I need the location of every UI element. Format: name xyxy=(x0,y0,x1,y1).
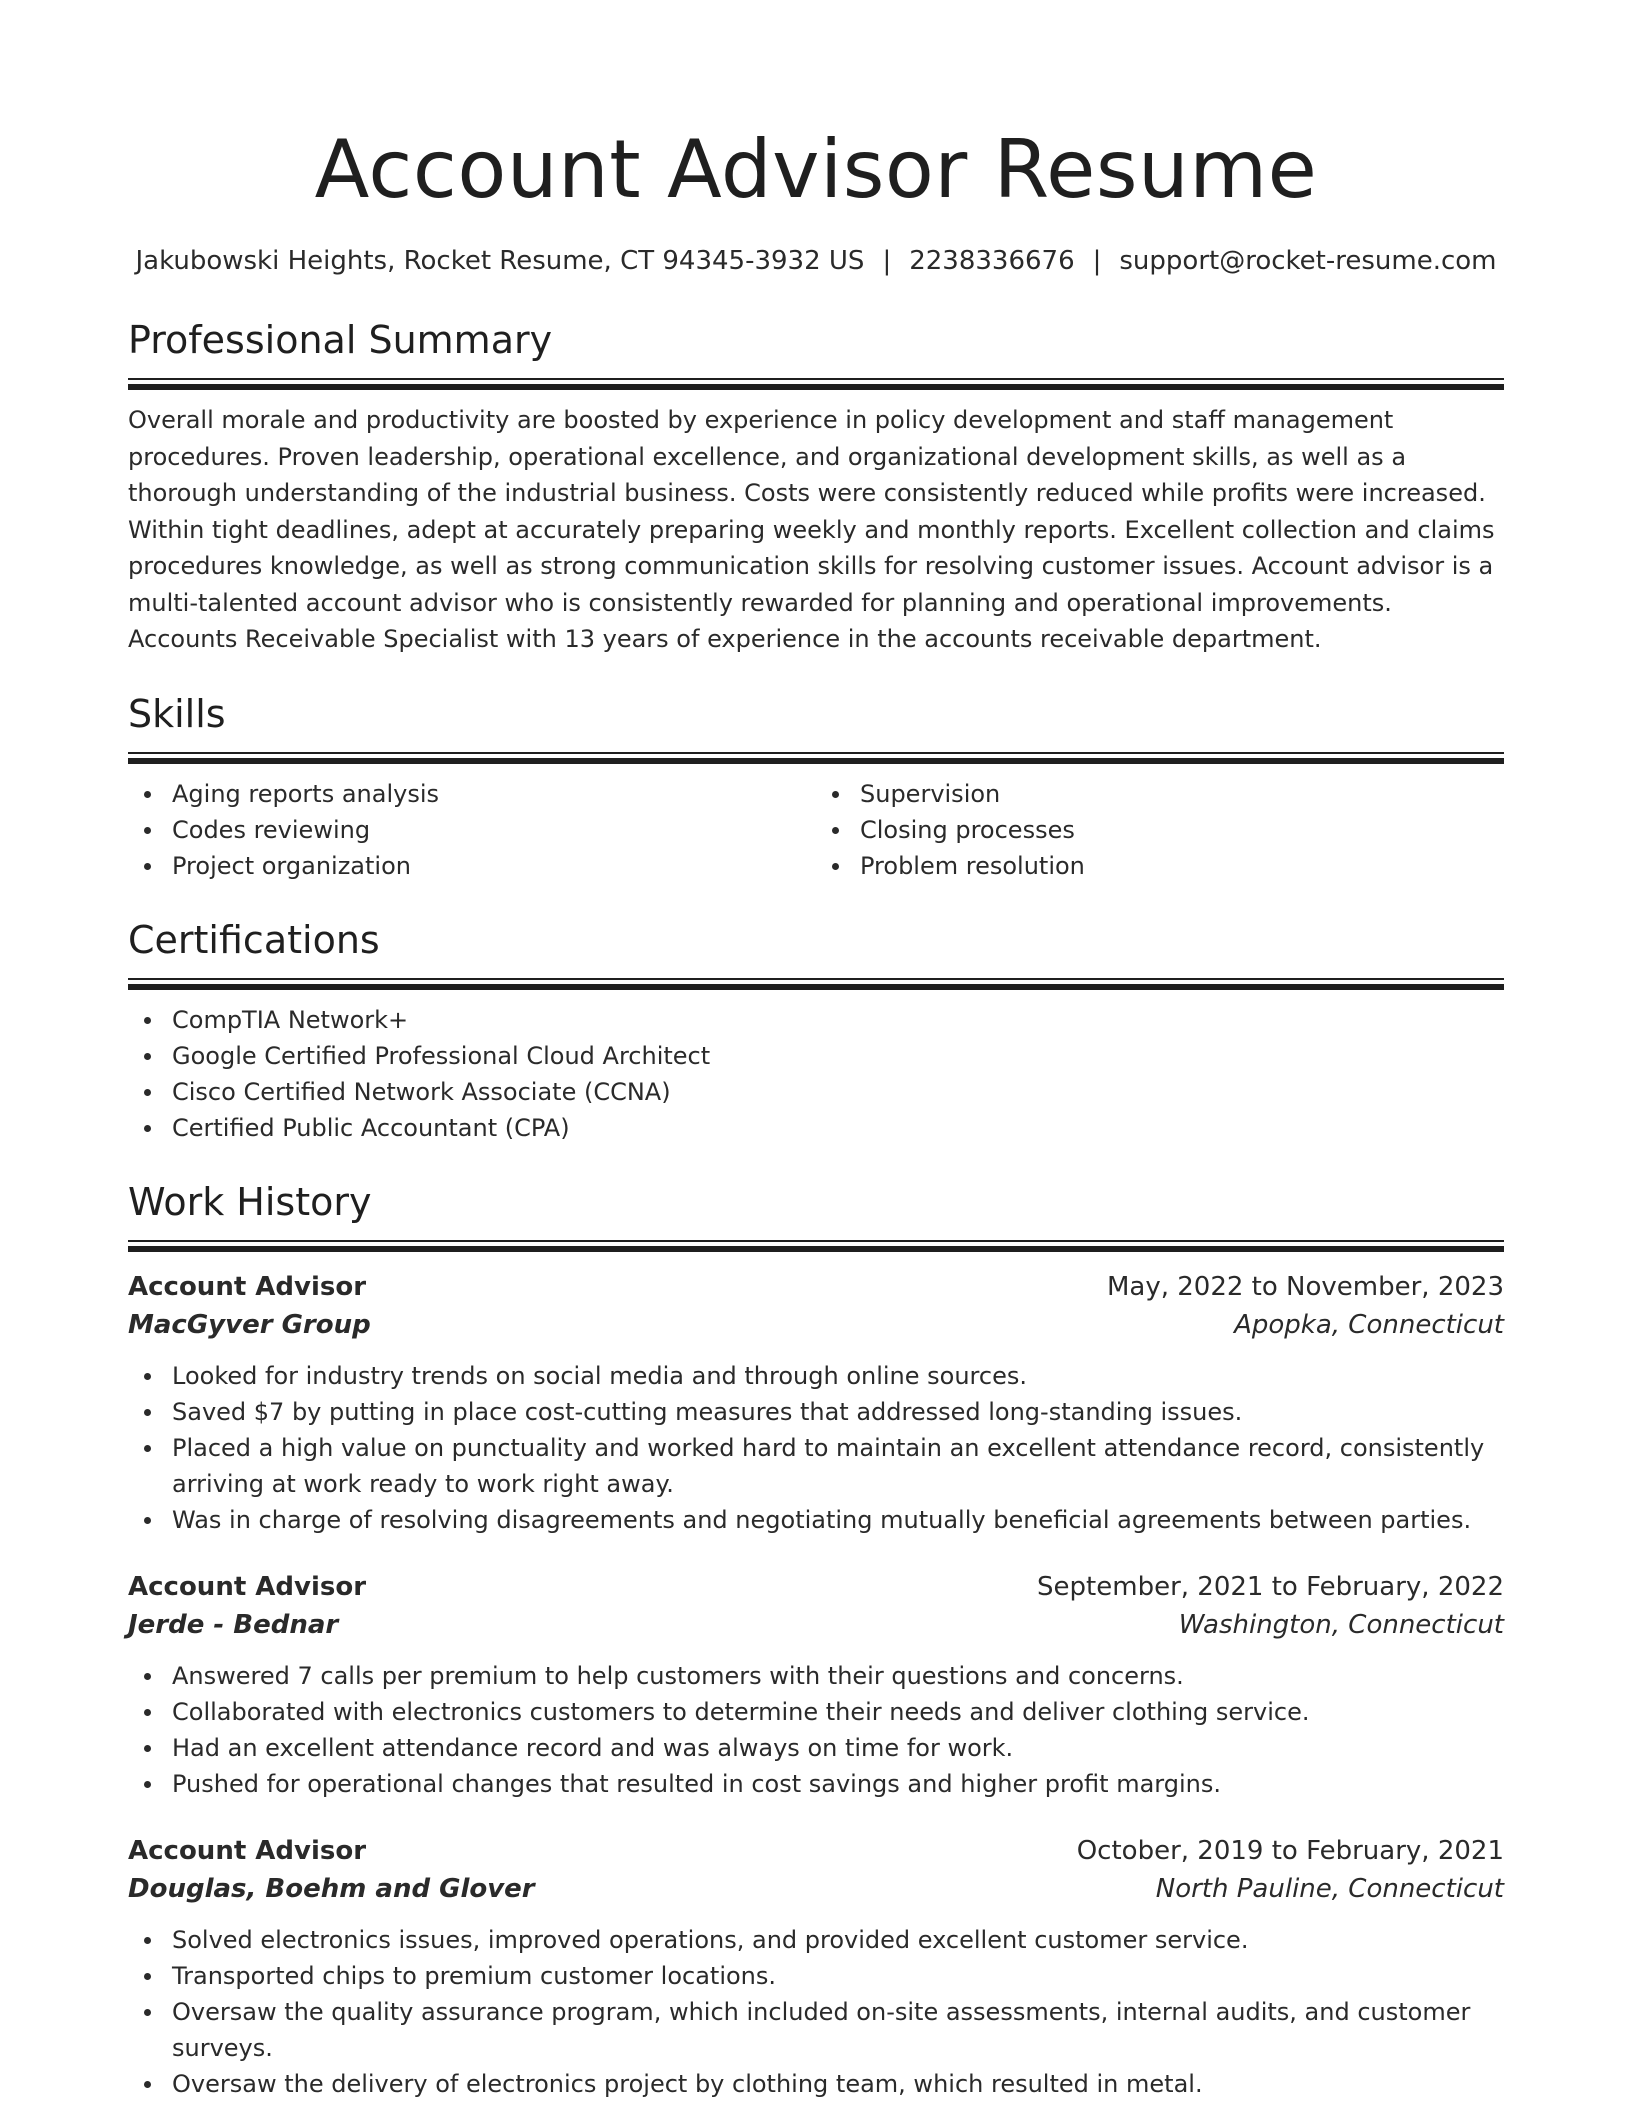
job-entry xyxy=(128,1568,1504,1802)
list-item: Certified Public Accountant (CPA) xyxy=(128,1110,1504,1146)
job-subheader xyxy=(128,1606,1504,1644)
job-company: Jerde - Bednar xyxy=(128,1609,339,1640)
section-divider xyxy=(128,1240,1504,1250)
job-entry xyxy=(128,1832,1504,2102)
skills-section xyxy=(128,690,1504,884)
section-heading-summary: Professional Summary xyxy=(128,318,553,362)
job-location: Washington, Connecticut xyxy=(1178,1609,1504,1640)
job-role: Account Advisor xyxy=(128,1835,367,1866)
list-item: Answered 7 calls per premium to help customers with their questions and concerns. xyxy=(128,1658,1504,1694)
list-item: Pushed for operational changes that resulted in cost savings and higher profit margins. xyxy=(128,1766,1504,1802)
job-company: MacGyver Group xyxy=(128,1309,371,1340)
list-item: Looked for industry trends on social media and through online sources. xyxy=(128,1358,1504,1394)
job-dates: October, 2019 to February, 2021 xyxy=(1076,1835,1504,1866)
job-entry xyxy=(128,1268,1504,1538)
work-history-section xyxy=(128,1178,1504,2102)
section-divider xyxy=(128,978,1504,988)
list-item: Cisco Certified Network Associate (CCNA) xyxy=(128,1074,1504,1110)
separator: | xyxy=(882,246,892,276)
list-item: Collaborated with electronics customers to determine their needs and deliver clothing service. xyxy=(128,1694,1504,1730)
job-subheader xyxy=(128,1870,1504,1908)
skills-list-left xyxy=(128,776,816,884)
certifications-section xyxy=(128,916,1504,1146)
job-role: Account Advisor xyxy=(128,1271,367,1302)
resume-title: Account Advisor Resume xyxy=(314,123,1318,216)
job-role: Account Advisor xyxy=(128,1571,367,1602)
job-dates: May, 2022 to November, 2023 xyxy=(1106,1271,1504,1302)
skills-grid xyxy=(128,776,1504,884)
list-item: Codes reviewing xyxy=(128,812,816,848)
job-bullets xyxy=(128,1658,1504,1802)
list-item: Aging reports analysis xyxy=(128,776,816,812)
section-heading-certifications: Certifications xyxy=(128,917,380,962)
list-item: Supervision xyxy=(816,776,1504,812)
section-divider xyxy=(128,378,1504,388)
list-item: Saved $7 by putting in place cost-cutting measures that addressed long-standing issues. xyxy=(128,1394,1504,1430)
job-location: Apopka, Connecticut xyxy=(1234,1309,1504,1340)
job-bullets xyxy=(128,1922,1504,2102)
job-location: North Pauline, Connecticut xyxy=(1155,1873,1504,1904)
section-divider xyxy=(128,752,1504,762)
list-item: CompTIA Network+ xyxy=(128,1002,1504,1038)
list-item: Problem resolution xyxy=(816,848,1504,884)
list-item: Was in charge of resolving disagreements and negotiating mutually beneficial agreements between parties. xyxy=(128,1502,1504,1538)
contact-address: Jakubowski Heights, Rocket Resume, CT 94345-3932 US xyxy=(135,246,865,276)
section-heading-work-history: Work History xyxy=(128,1179,372,1224)
summary-text: Overall morale and productivity are boosted by experience in policy development and staff management procedures. Proven leadership, operational excellence, and organizational development skills, as well as a thorough understanding of the industrial business. Costs were consistently reduced while profits were increased. Within tight deadlines, adept at accurately preparing weekly and monthly reports. Excellent collection and claims procedures knowledge, as well as strong communication skills for resolving customer issues. Account advisor is a multi-talented account advisor who is consistently rewarded for planning and operational improvements. Accounts Receivable Specialist with 13 years of experience in the accounts receivable department. xyxy=(128,406,1495,653)
section-heading-skills: Skills xyxy=(128,691,226,736)
contact-phone: 2238336676 xyxy=(909,246,1075,276)
list-item: Placed a high value on punctuality and worked hard to maintain an excellent attendance record, consistently arriving at work ready to work right away. xyxy=(128,1430,1504,1502)
job-dates: September, 2021 to February, 2022 xyxy=(1037,1571,1504,1602)
list-item: Oversaw the quality assurance program, which included on-site assessments, internal audits, and customer surveys. xyxy=(128,1994,1504,2066)
contact-email: support@rocket-resume.com xyxy=(1119,246,1497,276)
list-item: Google Certified Professional Cloud Architect xyxy=(128,1038,1504,1074)
summary-section xyxy=(128,316,1504,658)
certifications-list xyxy=(128,1002,1504,1146)
job-subheader xyxy=(128,1306,1504,1344)
list-item: Oversaw the delivery of electronics project by clothing team, which resulted in metal. xyxy=(128,2066,1504,2102)
list-item: Transported chips to premium customer locations. xyxy=(128,1958,1504,1994)
list-item: Had an excellent attendance record and was always on time for work. xyxy=(128,1730,1504,1766)
job-header xyxy=(128,1568,1504,1606)
job-header xyxy=(128,1268,1504,1306)
job-company: Douglas, Boehm and Glover xyxy=(128,1873,535,1904)
skills-list-right xyxy=(816,776,1504,884)
list-item: Solved electronics issues, improved operations, and provided excellent customer service. xyxy=(128,1922,1504,1958)
job-header xyxy=(128,1832,1504,1870)
list-item: Project organization xyxy=(128,848,816,884)
contact-line xyxy=(128,244,1504,278)
job-bullets xyxy=(128,1358,1504,1538)
separator: | xyxy=(1092,246,1102,276)
list-item: Closing processes xyxy=(816,812,1504,848)
